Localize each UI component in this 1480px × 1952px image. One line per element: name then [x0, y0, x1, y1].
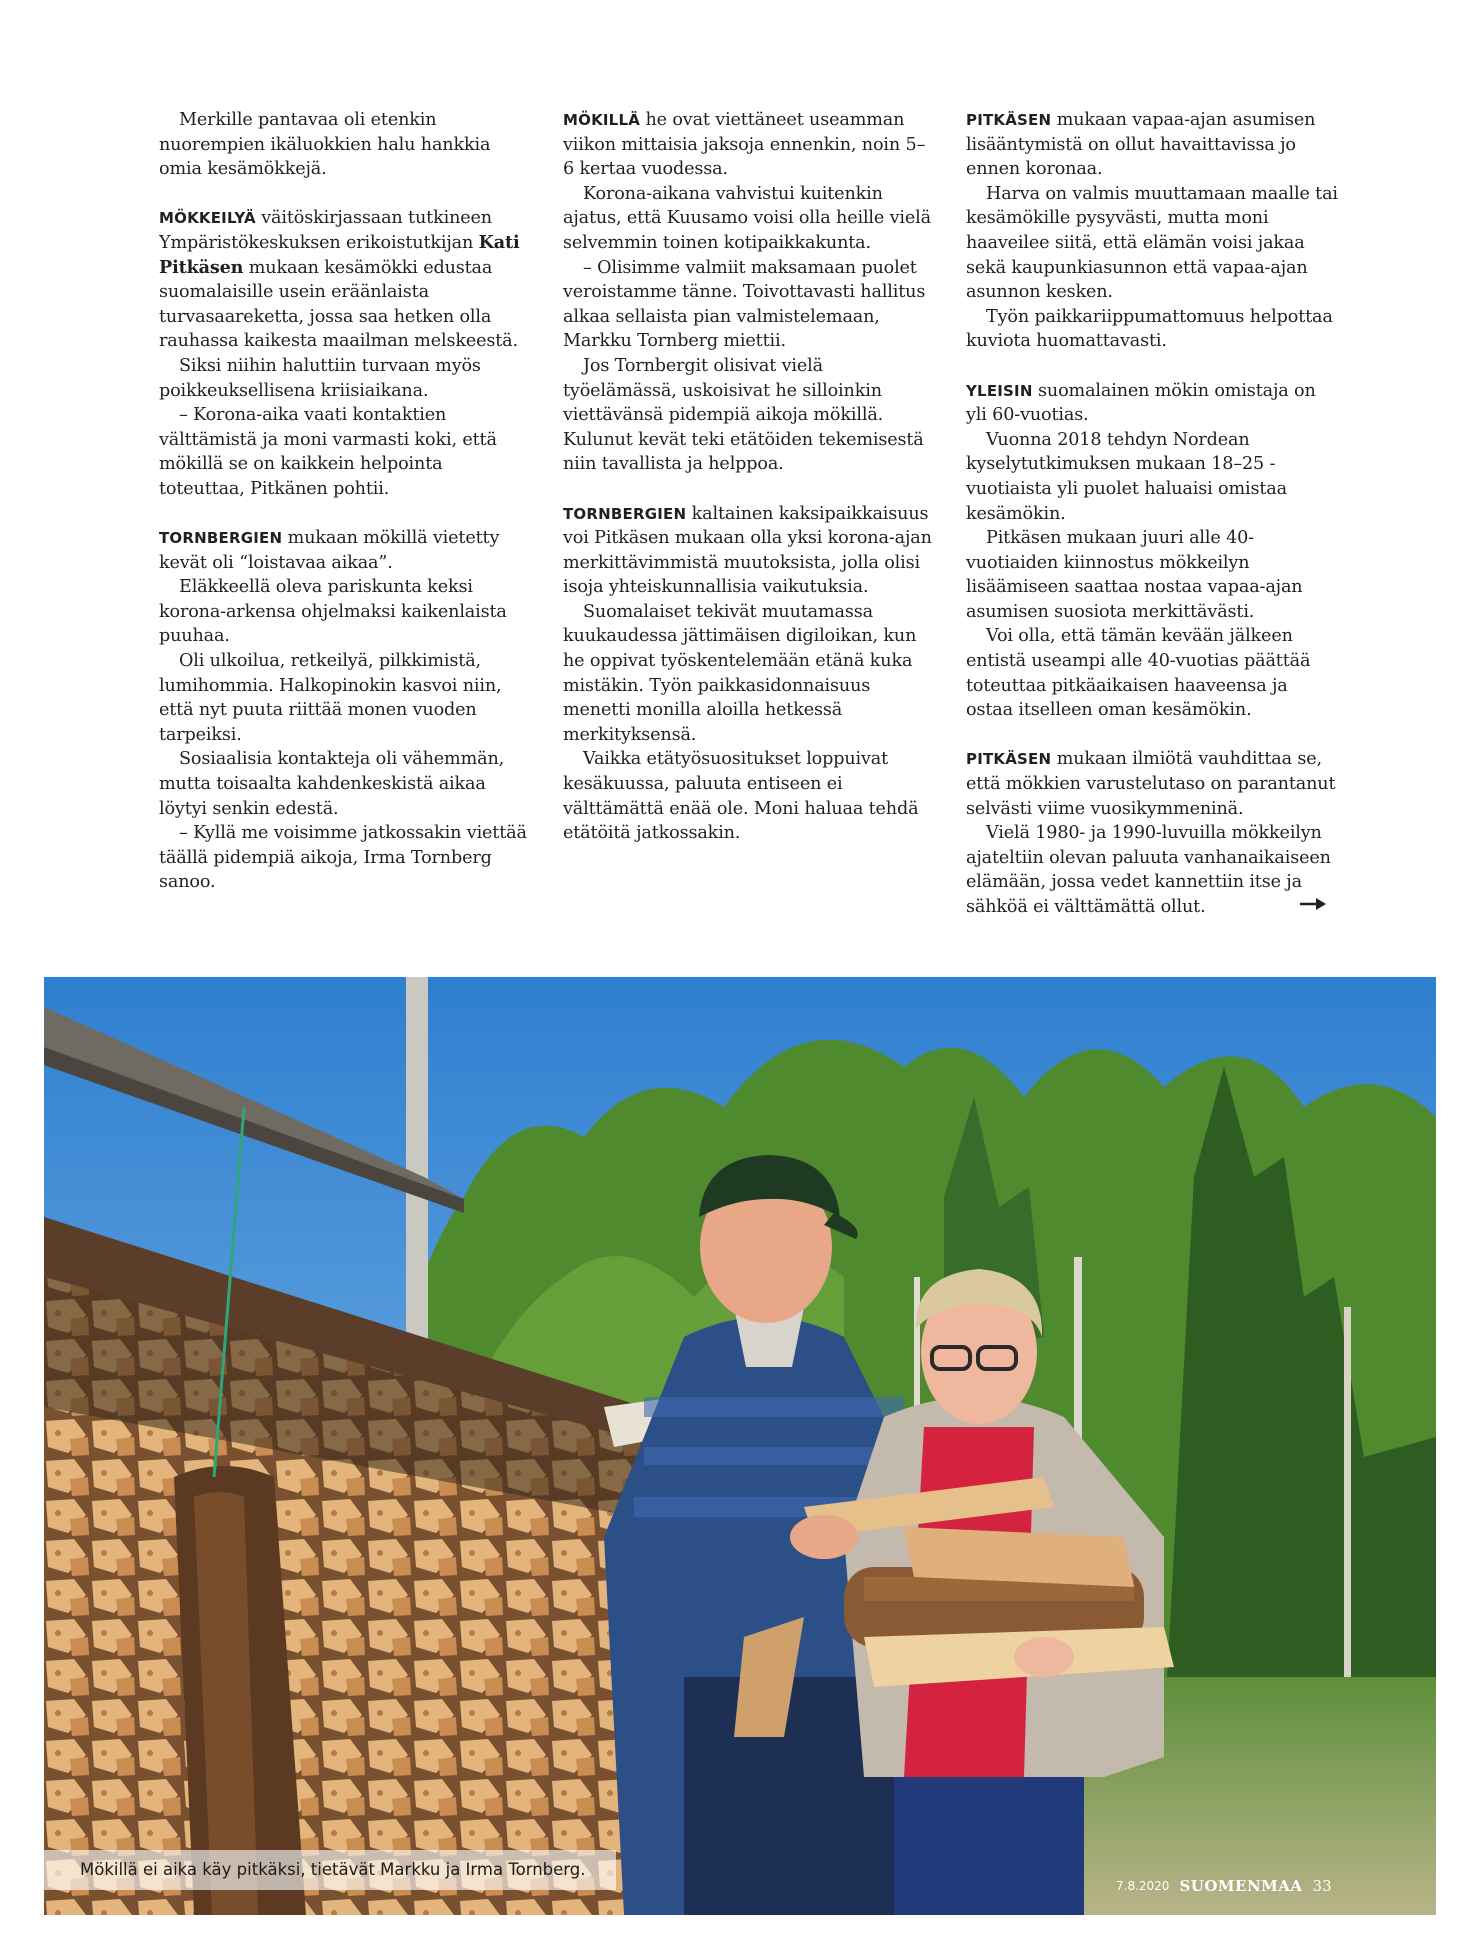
- article-column-3: [966, 108, 1338, 920]
- paragraph: Eläkkeellä oleva pariskunta keksi korona-arkensa ohjelmaksi kaikenlaista puuhaa.: [159, 577, 507, 647]
- paragraph: Sosiaalisia kontakteja oli vähemmän, mutta toisaalta kahdenkeskistä aikaa löytyi senkin edestä.: [159, 749, 505, 819]
- person-name: Kati Pitkäsen: [159, 231, 520, 278]
- paragraph: Vuonna 2018 tehdyn Nordean kyselytutkimuksen mukaan 18–25 -vuotiaista yli puolet haluaisi omistaa kesämökin.: [966, 429, 1287, 524]
- paragraph: Harva on valmis muuttamaan maalle tai kesämökille pysyvästi, mutta moni haaveilee siitä, että elämän voisi jakaa sekä kaupunkiasunnon että vapaa-ajan asunnon kesken.: [966, 183, 1338, 303]
- kicker: MÖKILLÄ: [563, 111, 641, 129]
- paragraph: Vielä 1980- ja 1990-luvuilla mökkeilyn ajateltiin olevan paluuta vanhanaikaiseen elämään, jossa vedet kannettiin itse ja sähköä ei välttämättä ollut.: [966, 823, 1331, 917]
- paragraph: Suomalaiset tekivät muutamassa kuukaudessa jättimäisen digiloikan, kun he oppivat työskentelemään etänä kuka mistäkin. Työn paikkasidonnaisuus menetti monilla aloilla hetkessä merkityksensä.: [563, 601, 917, 745]
- kicker: YLEISIN: [966, 381, 1033, 400]
- paragraph-text: mukaan vapaa-ajan asumisen lisääntymistä on ollut havaittavissa jo ennen koronaa.: [966, 110, 1316, 180]
- kicker: TORNBERGIEN: [159, 529, 283, 548]
- paragraph: [563, 502, 935, 600]
- paragraph: [966, 747, 1338, 821]
- kicker: PITKÄSEN: [966, 750, 1052, 769]
- kicker: MÖKKEILYÄ: [159, 209, 256, 228]
- paragraph-text: he ovat viettäneet useamman viikon mittaisia jaksoja ennenkin, noin 5–6 kertaa vuodessa.: [563, 110, 926, 180]
- paragraph: Työn paikkariippumattomuus helpottaa kuviota huomattavasti.: [966, 306, 1333, 352]
- paragraph: Oli ulkoilua, retkeilyä, pilkkimistä, lumihommia. Halkopinokin kasvoi niin, että nyt puuta riittää monen vuoden tarpeiksi.: [159, 651, 502, 745]
- paragraph: Pitkäsen mukaan juuri alle 40-vuotiaiden kiinnostus mökkeilyn lisäämiseen saattaa nostaa vapaa-ajan asumisen suosiota merkittävästi.: [966, 528, 1303, 622]
- paragraph: Siksi niihin haluttiin turvaan myös poikkeuksellisena kriisiaikana.: [159, 355, 481, 401]
- magazine-logo: SUOMENMAA: [1179, 1877, 1303, 1895]
- paragraph: [966, 108, 1338, 182]
- paragraph: [563, 108, 935, 182]
- paragraph: Vaikka etätyösuositukset loppuivat kesäkuussa, paluuta entiseen ei välttämättä enää ole. Moni haluaa tehdä etätöitä jatkossakin.: [563, 749, 919, 844]
- article-photo: [44, 977, 1436, 1915]
- paragraph: [159, 526, 531, 575]
- paragraph: Voi olla, että tämän kevään jälkeen entistä useampi alle 40-vuotias päättää toteuttaa pitkäaikaisen haaveensa ja ostaa itselleen oman kesämökin.: [966, 626, 1311, 721]
- page-footer: [1116, 1872, 1332, 1900]
- paragraph-text: mukaan kesämökki edustaa suomalaisille usein eräänlaista turvasaareketta, jossa saa hetken olla rauhassa kaikesta maailman melskeestä.: [159, 257, 518, 352]
- paragraph-text: mukaan ilmiötä vauhdittaa se, että mökkien varustelutaso on parantanut selvästi viime vuosikymmeninä.: [966, 749, 1336, 819]
- kicker: TORNBERGIEN: [563, 504, 687, 523]
- paragraph-text: mukaan mökillä vietetty kevät oli “loistavaa aikaa”.: [159, 528, 500, 573]
- paragraph: Merkille pantavaa oli etenkin nuorempien ikäluokkien halu hankkia omia kesämökkejä.: [159, 110, 491, 180]
- paragraph: Korona-aikana vahvistui kuitenkin ajatus, että Kuusamo voisi olla heille vielä selvemmin toinen kotipaikkakunta.: [563, 183, 931, 253]
- issue-date: 7.8.2020: [1116, 1879, 1170, 1893]
- paragraph-text: suomalainen mökin omistaja on yli 60-vuotias.: [966, 380, 1316, 426]
- paragraph: Jos Tornbergit olisivat vielä työelämässä, uskoisivat he silloinkin viettävänsä pidempiä aikoja mökillä. Kulunut kevät teki etätöiden tekemisestä niin tavallista ja helppoa.: [563, 355, 924, 475]
- kicker: PITKÄSEN: [966, 111, 1052, 129]
- article-column-1: [159, 108, 531, 895]
- arrow-right-icon: [1300, 898, 1326, 910]
- article-column-2: [563, 108, 935, 846]
- paragraph: – Olisimme valmiit maksamaan puolet veroistamme tänne. Toivottavasti hallitus alkaa sellaista pian valmistelemaan, Markku Tornberg miettii.: [563, 257, 926, 352]
- paragraph-text: väitöskirjassaan tutkineen Ympäristökeskuksen erikoistutkijan: [159, 208, 492, 253]
- paragraph: [159, 206, 531, 354]
- paragraph: – Korona-aika vaati kontaktien välttämistä ja moni varmasti koki, että mökillä se on kaikkein helpointa toteuttaa, Pitkänen pohtii.: [159, 405, 497, 499]
- page-number: 33: [1312, 1877, 1332, 1895]
- paragraph: [966, 379, 1338, 428]
- photo-caption: Mökillä ei aika käy pitkäksi, tietävät Markku ja Irma Tornberg.: [44, 1850, 616, 1890]
- paragraph-text: kaltainen kaksipaikkaisuus voi Pitkäsen mukaan olla yksi korona-ajan merkittävimmistä muutoksista, jolla olisi isoja yhteiskunnallisia vaikutuksia.: [563, 503, 932, 598]
- paragraph: – Kyllä me voisimme jatkossakin viettää täällä pidempiä aikoja, Irma Tornberg sanoo.: [159, 823, 527, 893]
